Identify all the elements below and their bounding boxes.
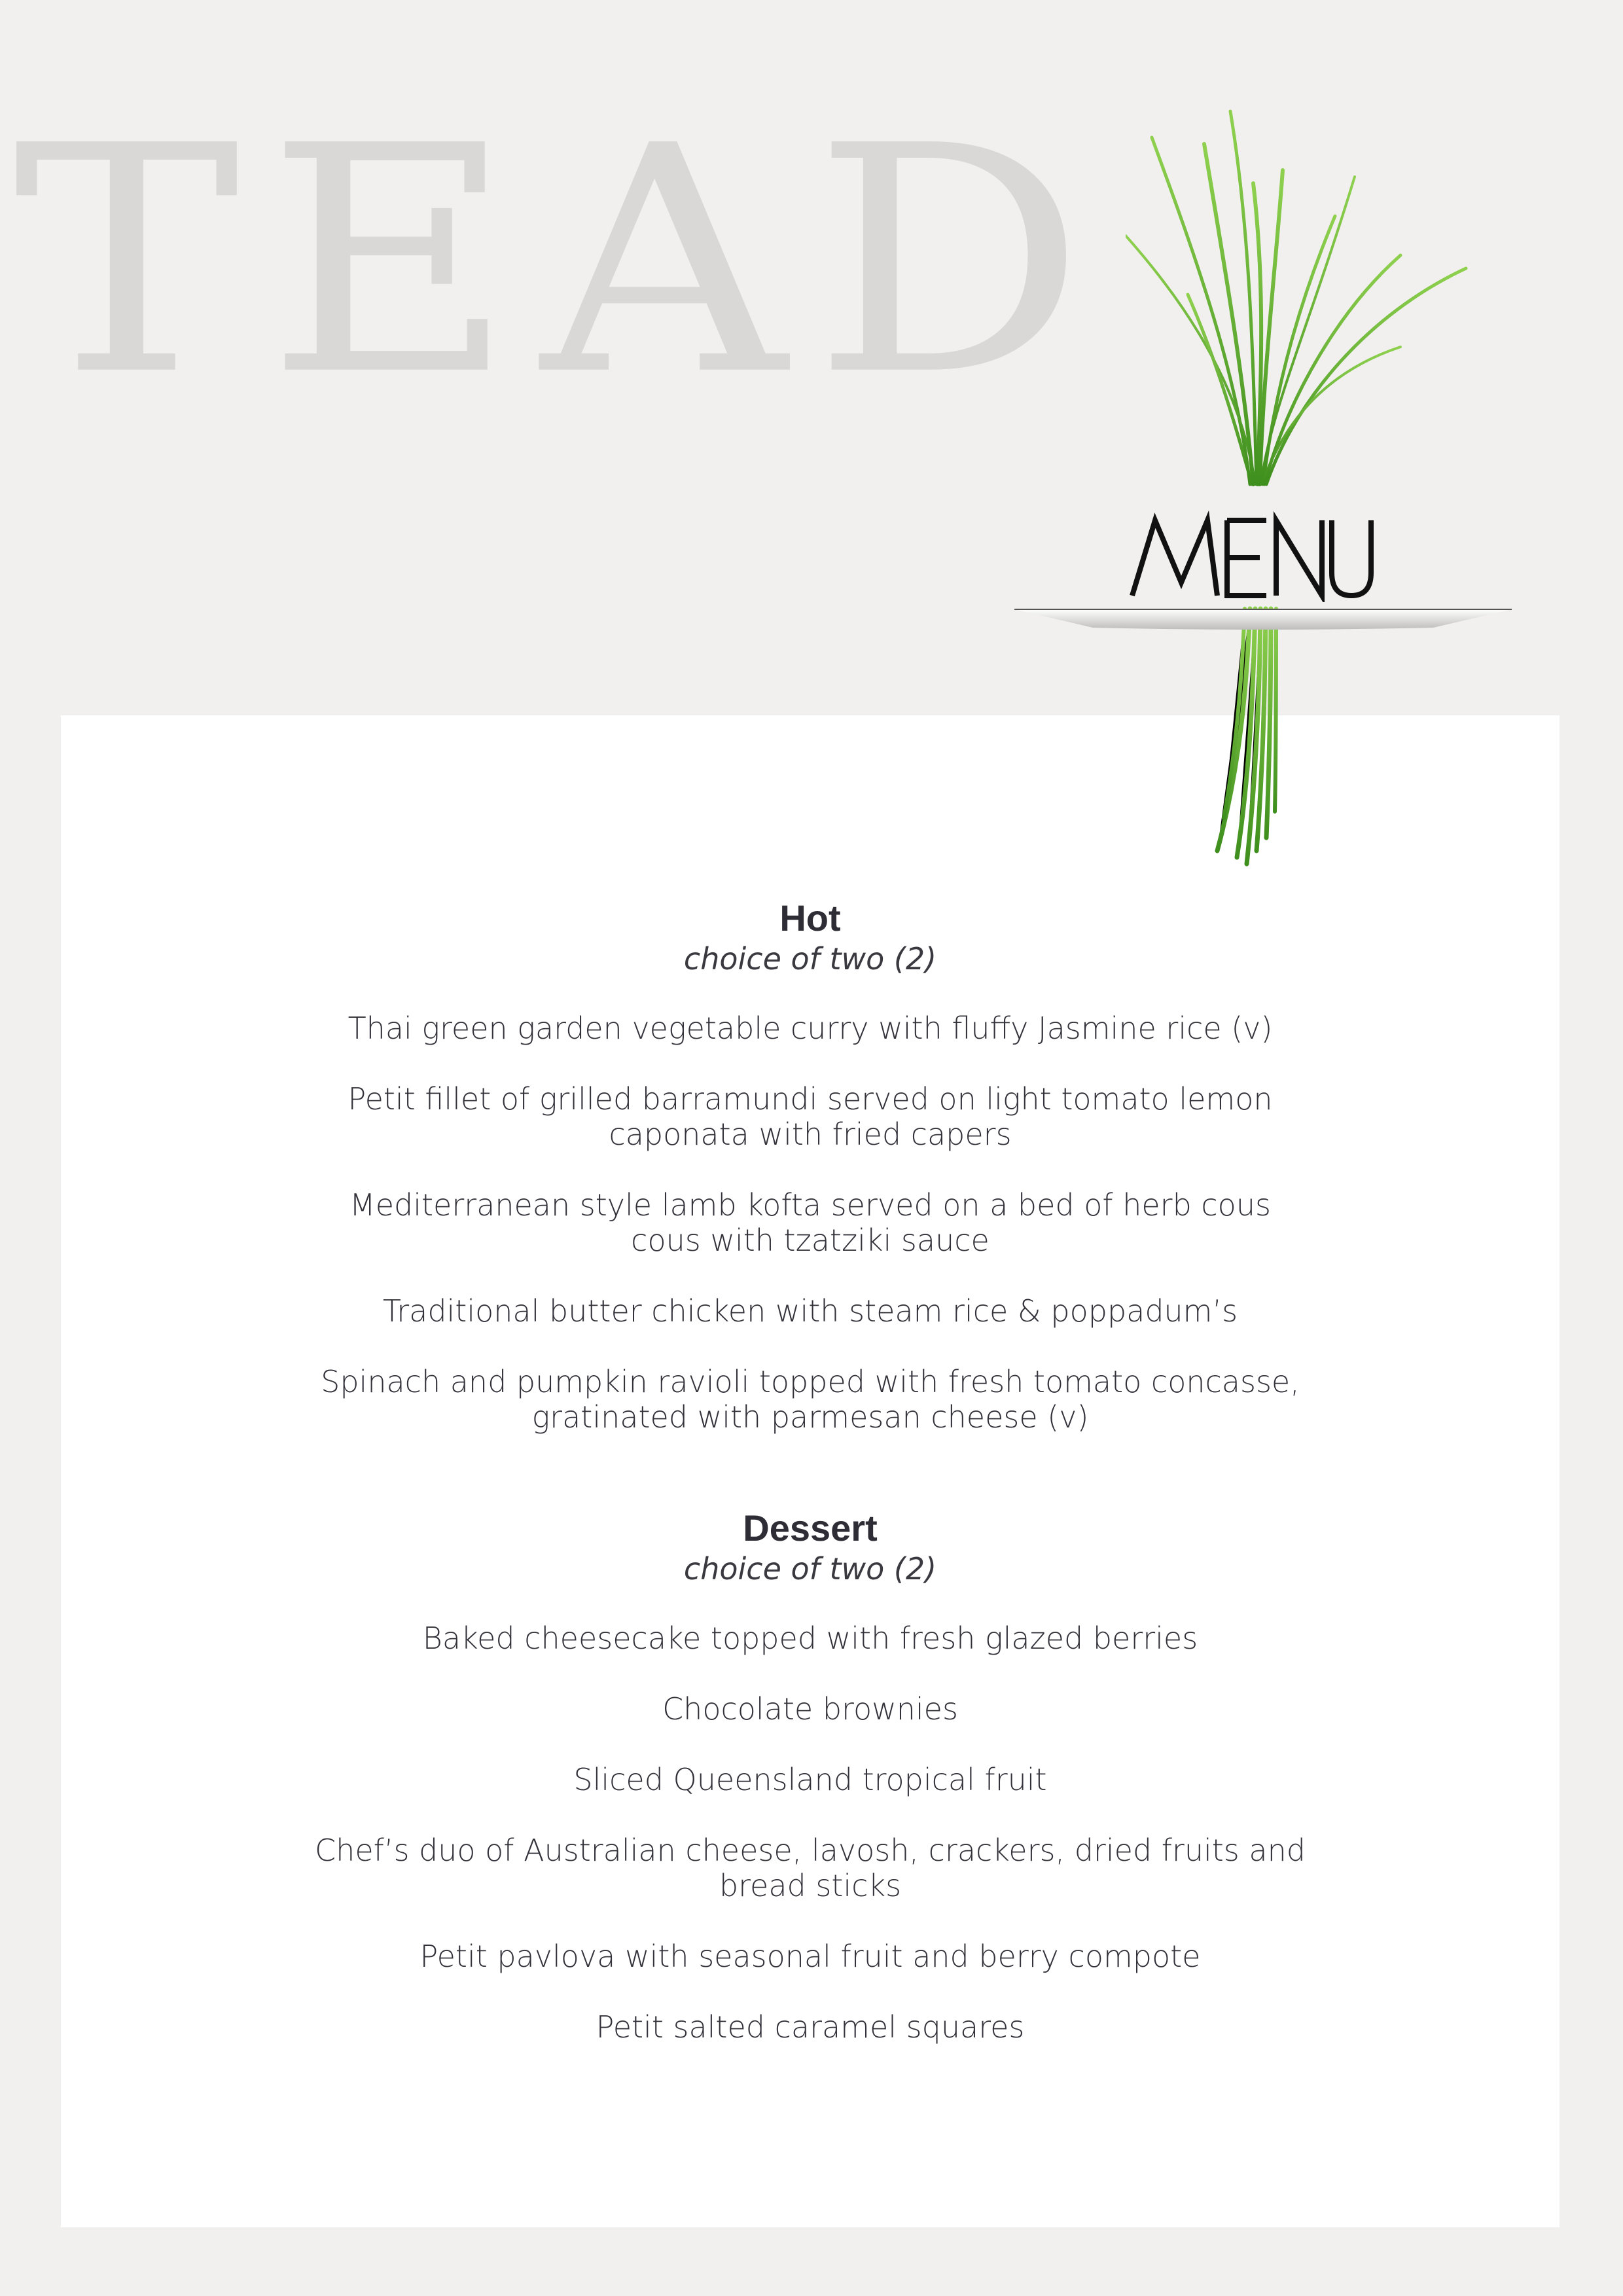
- section-hot: [61, 897, 1560, 1435]
- menu-item: Petit pavlova with seasonal fruit and berry compote: [419, 1939, 1201, 1974]
- section-subtitle: choice of two (2): [683, 1551, 937, 1587]
- menu-item: Petit fillet of grilled barramundi served on light tomato lemon caponata with fried capers: [348, 1081, 1273, 1152]
- menu-item: Thai green garden vegetable curry with fluffy Jasmine rice (v): [348, 1011, 1273, 1046]
- section-subtitle: choice of two (2): [683, 941, 937, 977]
- menu-item: Spinach and pumpkin ravioli topped with fresh tomato concasse, gratinated with parmesan cheese (v): [321, 1364, 1300, 1435]
- menu-item: Petit salted caramel squares: [596, 2009, 1025, 2045]
- background-watermark-word: TEAD: [13, 79, 1112, 444]
- menu-logo: [1126, 511, 1374, 602]
- menu-item: Baked cheesecake topped with fresh glazed berries: [422, 1621, 1198, 1656]
- section-dessert: [61, 1507, 1560, 2045]
- menu-content: [61, 897, 1560, 2117]
- menu-item: Mediterranean style lamb kofta served on a bed of herb cous cous with tzatziki sauce: [349, 1187, 1271, 1258]
- section-title: Dessert: [743, 1507, 878, 1549]
- menu-item: Chef’s duo of Australian cheese, lavosh, crackers, dried fruits and bread sticks: [315, 1833, 1306, 1903]
- chives-illustration: [1126, 98, 1492, 870]
- menu-item: Chocolate brownies: [662, 1691, 958, 1727]
- menu-logo-lettering: [1126, 511, 1374, 602]
- section-title: Hot: [779, 897, 841, 939]
- menu-shelf-line: [1014, 605, 1512, 632]
- menu-item: Sliced Queensland tropical fruit: [573, 1762, 1047, 1797]
- menu-item: Traditional butter chicken with steam rice & poppadum’s: [382, 1293, 1238, 1329]
